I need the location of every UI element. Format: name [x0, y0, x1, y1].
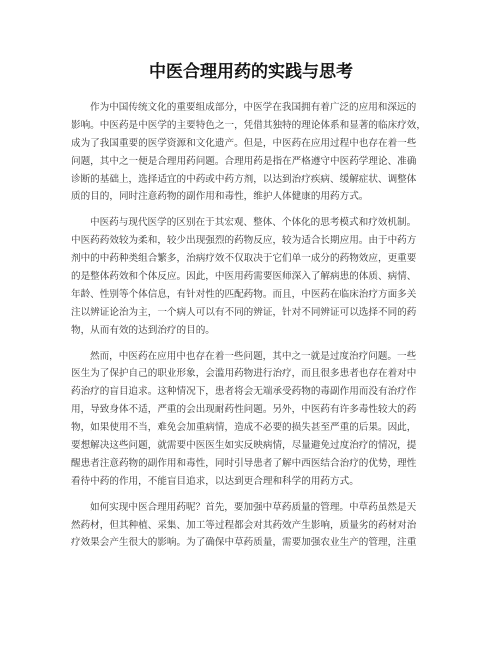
text-line: 问题，其中之一便是合理用药问题。合理用药是指在严格遵守中医药学理论、准确 — [71, 155, 417, 167]
text-line: 质的目的，同时注意药物的副作用和毒性，维护人体健康的用药方式。 — [71, 191, 369, 203]
text-line: 如何实现中医合理用药呢？首先，要加强中草药质量的管理。中草药虽然是天 — [90, 501, 417, 513]
paragraph-3 — [71, 348, 432, 491]
text-line: 看待中药的作用，不能盲目追求，以达到更合理和科学的用药方式。 — [71, 475, 359, 487]
text-line: 中医药与现代医学的区别在于其宏观、整体、个体化的思考模式和疗效机制。 — [90, 217, 417, 229]
text-line: 年龄、性别等个体信息，有针对性的匹配药物。而且，中医药在临床治疗方面多关 — [71, 288, 417, 300]
document-title: 中医合理用药的实践与思考 — [149, 62, 353, 82]
text-line: 成为了我国重要的医学资源和文化遗产。但是，中医药在应用过程中也存在着一些 — [71, 137, 417, 149]
text-line: 醒患者注意药物的副作用和毒性，同时引导患者了解中西医结合治疗的优势，理性 — [71, 457, 417, 469]
paragraph-4 — [71, 499, 432, 553]
text-line: 医生为了保护自己的职业形象，会滥用药物进行治疗，而且很多患者也存在着对中 — [71, 368, 417, 380]
text-line: 影响。中医药是中医学的主要特色之一，凭借其独特的理论体系和显著的临床疗效， — [71, 119, 426, 131]
text-line: 物，从而有效的达到治疗的目的。 — [71, 324, 215, 336]
text-line: 的是整体药效和个体反应。因此，中医用药需要医师深入了解病患的体质、病情、 — [71, 271, 417, 283]
paragraph-2 — [71, 214, 432, 339]
paragraph-1 — [71, 99, 432, 206]
text-line: 物，如果使用不当，难免会加重病情，造成不必要的损失甚至严重的后果。因此， — [71, 422, 417, 434]
text-line: 然药材，但其种植、采集、加工等过程都会对其药效产生影响，质量劣的药材对治 — [71, 519, 417, 531]
text-line: 剂中的中药种类组合繁多，治病疗效不仅取决于它们单一成分的药物效应，更重要 — [71, 253, 417, 265]
text-line: 要想解决这些问题，就需要中医医生如实反映病情，尽量避免过度治疗的情况，提 — [71, 440, 417, 452]
text-line: 然而，中医药在应用中也存在着一些问题，其中之一就是过度治疗问题。一些 — [90, 350, 417, 362]
text-line: 药治疗的盲目追求。这种情况下，患者将会无端承受药物的毒副作用而没有治疗作 — [71, 386, 417, 398]
text-line: 用，导致身体不适，严重的会出现耐药性问题。另外，中医药有许多毒性较大的药 — [71, 404, 417, 416]
document-body — [71, 99, 432, 560]
text-line: 中医药药效较为柔和，较少出现强烈的药物反应，较为适合长期应用。由于中药方 — [71, 235, 417, 247]
text-line: 注以辨证论治为主，一个病人可以有不同的辨证，针对不同辨证可以选择不同的药 — [71, 306, 417, 318]
text-line: 作为中国传统文化的重要组成部分，中医学在我国拥有着广泛的应用和深远的 — [90, 102, 417, 113]
text-line: 诊断的基础上，选择适宜的中药或中药方剂，以达到治疗疾病、缓解症状、调整体 — [71, 173, 417, 185]
text-line: 疗效果会产生很大的影响。为了确保中草药质量，需要加强农业生产的管理，注重 — [71, 537, 417, 549]
